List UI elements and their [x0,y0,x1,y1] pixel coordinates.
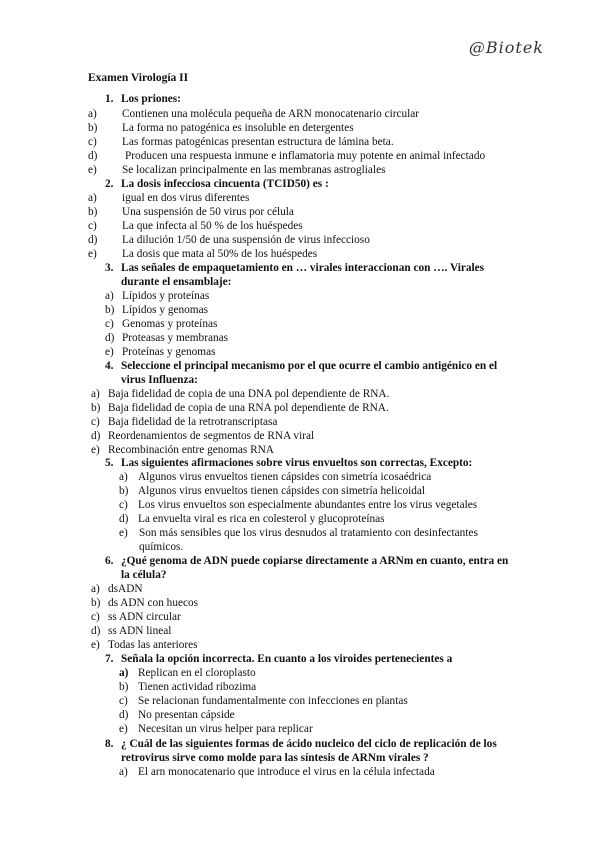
option-letter: a) [88,108,97,120]
option [119,526,479,554]
question-number: 3. [105,262,114,274]
question-6 [105,554,515,582]
option-text: Reordenamientos de segmentos de RNA viral [108,430,315,442]
question-number: 5. [105,457,114,469]
option-letter: d) [119,513,129,525]
option-text: La que infecta al 50 % de los huéspedes [122,220,303,232]
option-text: Necesitan un virus helper para replicar [138,723,313,735]
question-text: Las señales de empaquetamiento en … virales interaccionan con …. Virales durante el ensamblaje: [121,262,485,288]
option-text: Baja fidelidad de copia de una RNA pol dependiente de RNA. [108,402,389,414]
question-number: 7. [105,653,114,665]
option-letter: b) [91,597,101,609]
question-8 [105,737,505,765]
option-text: Todas las anteriores [108,639,198,651]
option-letter: e) [88,164,97,176]
option-letter: b) [88,206,98,218]
option-letter: e) [91,639,100,651]
biotek-logo: @Biotek [468,38,544,57]
page-title: Examen Virología II [88,72,189,84]
question-2 [105,177,515,191]
option-letter: c) [91,416,100,428]
option-letter: e) [88,248,97,260]
option-text: La dilución 1/50 de una suspensión de virus infeccioso [122,234,370,246]
question-text: Señala la opción incorrecta. En cuanto a los viroides pertenecientes a [121,653,453,665]
option-letter: d) [119,709,129,721]
option-text: Se relacionan fundamentalmente con infecciones en plantas [138,695,408,707]
question-text: ¿ Cuál de las siguientes formas de ácido nucleico del ciclo de replicación de los retrovirus sirve como molde para las síntesis de ARNm virales ? [121,738,497,764]
option-letter: b) [119,485,129,497]
option-letter: c) [119,499,128,511]
option-letter: e) [119,723,128,735]
option-text: Tienen actividad ribozima [138,681,257,693]
option-letter: a) [119,471,128,483]
option-text: Contienen una molécula pequeña de ARN monocatenario circular [122,108,420,120]
option-text: ds ADN con huecos [108,597,199,609]
option-text: Proteínas y genomas [122,346,216,358]
option-text: Producen una respuesta inmune e inflamatoria muy potente en animal infectado [125,150,486,162]
option-text: Algunos virus envueltos tienen cápsides con simetría helicoidal [138,485,426,497]
question-text: Los priones: [121,93,181,105]
option-letter: a) [88,192,97,204]
question-7 [105,652,515,666]
option-text: Genomas y proteínas [122,318,218,330]
question-number: 1. [105,93,114,105]
option-letter: c) [119,695,128,707]
question-number: 8. [105,738,114,750]
option-text: La dosis que mata al 50% de los huéspedes [122,248,318,260]
option-letter: d) [88,150,98,162]
option-letter: d) [91,430,101,442]
option-text: Proteasas y membranas [122,332,229,344]
option-text: Replican en el cloroplasto [138,667,256,679]
option-letter: a) [119,766,128,778]
question-text: Seleccione el principal mecanismo por el que ocurre el cambio antigénico en el virus Influenza: [121,360,498,386]
question-4 [105,359,515,387]
question-3 [105,261,515,289]
option-letter: b) [119,681,129,693]
option-text: dsADN [108,583,143,595]
option-text: Las formas patogénicas presentan estructura de lámina beta. [122,136,394,148]
option-letter: d) [91,625,101,637]
option-letter: e) [119,527,128,539]
option-text: Algunos virus envueltos tienen cápsides con simetría icosaédrica [138,471,432,483]
option-text: No presentan cápside [138,709,235,721]
option-letter: c) [88,220,97,232]
option-letter: b) [91,402,101,414]
option-letter: c) [88,136,97,148]
option-letter: b) [105,304,115,316]
option-text: La forma no patogénica es insoluble en detergentes [122,122,354,134]
question-number: 2. [105,178,114,190]
question-1 [105,92,515,106]
option-letter: a) [91,388,100,400]
option-text: ss ADN circular [108,611,181,623]
option-text: Baja fidelidad de copia de una DNA pol dependiente de RNA. [108,388,390,400]
question-number: 6. [105,555,114,567]
option-text: Baja fidelidad de la retrotranscriptasa [108,416,278,428]
option-letter: d) [105,332,115,344]
option-letter: e) [91,444,100,456]
option-text: La envuelta viral es rica en colesterol y glucoproteínas [138,513,385,525]
option-letter: e) [105,346,114,358]
option-text: El arn monocatenario que introduce el virus en la célula infectada [138,766,435,778]
option-letter: b) [88,122,98,134]
option-text: Se localizan principalmente en las membranas astrogliales [122,164,386,176]
option-letter: c) [105,318,114,330]
option-letter: a) [105,290,114,302]
option-text: Lípidos y genomas [122,304,208,316]
option-text: ss ADN lineal [108,625,172,637]
option-text: Una suspensión de 50 virus por célula [122,206,294,218]
option-text: Lípidos y proteínas [122,290,210,302]
question-text: Las siguientes afirmaciones sobre virus envueltos son correctas, Excepto: [121,457,473,469]
option-text: Los virus envueltos son especialmente abundantes entre los virus vegetales [138,499,478,511]
option-text: Son más sensibles que los virus desnudos al tratamiento con desinfectantes químicos. [139,527,478,553]
question-text: La dosis infecciosa cincuenta (TCID50) es : [121,178,329,190]
option-letter: d) [88,234,98,246]
option-letter: a) [119,667,129,679]
question-5 [105,456,515,470]
option-letter: c) [91,611,100,623]
question-number: 4. [105,360,114,372]
option-text: Recombinación entre genomas RNA [108,444,274,456]
question-text: ¿Qué genoma de ADN puede copiarse directamente a ARNm en cuanto, entra en la célula? [121,555,509,581]
option-letter: a) [91,583,100,595]
option-text: igual en dos virus diferentes [122,192,250,204]
